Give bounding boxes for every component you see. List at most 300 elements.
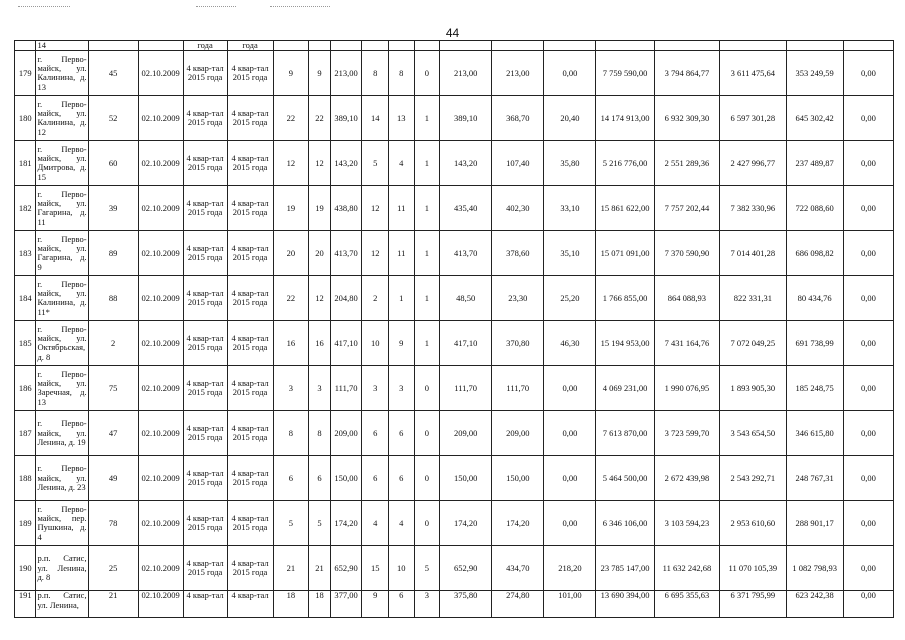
cell-value: 6 932 309,30: [654, 96, 719, 141]
cell-start-quarter: года: [183, 41, 227, 51]
cell-end-quarter: 4 квар-тал 2015 года: [227, 456, 273, 501]
cell-value: 2: [362, 276, 389, 321]
cell-value: 16: [309, 321, 330, 366]
cell-value: 111,70: [330, 366, 362, 411]
cell-value: 435,40: [440, 186, 492, 231]
table-row: [15, 96, 894, 141]
cell-value: 5: [362, 141, 389, 186]
cell-value: 20,40: [544, 96, 596, 141]
cell-value: 18: [273, 591, 309, 618]
cell-address: 14: [36, 41, 88, 51]
cell-value: 174,20: [440, 501, 492, 546]
cell-value: 174,20: [330, 501, 362, 546]
cell-date: 02.10.2009: [138, 186, 183, 231]
cell-value: 15 194 953,00: [596, 321, 654, 366]
cell-value: 22: [309, 96, 330, 141]
cell-value: 413,70: [330, 231, 362, 276]
cell-value: 21: [273, 546, 309, 591]
cell-value: 237 489,87: [786, 141, 843, 186]
cell-value: 209,00: [440, 411, 492, 456]
cell-date: 02.10.2009: [138, 96, 183, 141]
cell-empty: [544, 41, 596, 51]
cell-value: 22: [273, 96, 309, 141]
cell-address: г. Перво-майск, ул. Гагарина, д. 11: [36, 186, 88, 231]
cell-value: 417,10: [440, 321, 492, 366]
cell-value: 652,90: [330, 546, 362, 591]
cell-value: 213,00: [330, 51, 362, 96]
cell-empty: [414, 41, 440, 51]
cell-year: 2: [88, 321, 138, 366]
table-row: [15, 276, 894, 321]
cell-value: 0: [414, 456, 440, 501]
housing-program-table: [14, 40, 894, 618]
cell-value: 7 014 401,28: [720, 231, 786, 276]
cell-start-quarter: 4 квар-тал 2015 года: [183, 186, 227, 231]
cell-row-number: 184: [15, 276, 36, 321]
cell-value: 0,00: [843, 456, 893, 501]
cell-empty: [843, 41, 893, 51]
cell-year: 52: [88, 96, 138, 141]
cell-year: 60: [88, 141, 138, 186]
cell-year: 49: [88, 456, 138, 501]
cell-start-quarter: 4 квар-тал 2015 года: [183, 546, 227, 591]
cell-value: 1 766 855,00: [596, 276, 654, 321]
cell-address: г. Перво-майск, ул. Ленина, д. 23: [36, 456, 88, 501]
page-number: 44: [445, 26, 460, 40]
cell-value: 5: [309, 501, 330, 546]
cell-value: 150,00: [492, 456, 544, 501]
cell-start-quarter: 4 квар-тал 2015 года: [183, 51, 227, 96]
cell-value: 645 302,42: [786, 96, 843, 141]
scan-artifact-line: [18, 6, 70, 8]
cell-date: 02.10.2009: [138, 591, 183, 618]
cell-row-number: 185: [15, 321, 36, 366]
cell-value: 3 611 475,64: [720, 51, 786, 96]
cell-value: 11 632 242,68: [654, 546, 719, 591]
cell-empty: [309, 41, 330, 51]
cell-value: 8: [389, 51, 415, 96]
cell-value: 0,00: [843, 591, 893, 618]
cell-value: 0,00: [843, 546, 893, 591]
cell-value: 7 759 590,00: [596, 51, 654, 96]
cell-value: 11: [389, 231, 415, 276]
cell-value: 10: [389, 546, 415, 591]
cell-date: 02.10.2009: [138, 501, 183, 546]
cell-value: 5 216 776,00: [596, 141, 654, 186]
cell-value: 3: [414, 591, 440, 618]
cell-value: 8: [309, 411, 330, 456]
cell-value: 150,00: [440, 456, 492, 501]
cell-date: 02.10.2009: [138, 141, 183, 186]
cell-value: 0: [414, 501, 440, 546]
cell-year: 39: [88, 186, 138, 231]
cell-row-number: 186: [15, 366, 36, 411]
cell-end-quarter: 4 квар-тал: [227, 591, 273, 618]
cell-date: 02.10.2009: [138, 546, 183, 591]
cell-value: 1: [414, 276, 440, 321]
cell-value: 5: [414, 546, 440, 591]
cell-value: 6: [389, 456, 415, 501]
cell-end-quarter: 4 квар-тал 2015 года: [227, 546, 273, 591]
cell-value: 7 431 164,76: [654, 321, 719, 366]
cell-value: 6 695 355,63: [654, 591, 719, 618]
cell-date: 02.10.2009: [138, 321, 183, 366]
cell-value: 6: [362, 411, 389, 456]
table-row: [15, 546, 894, 591]
cell-value: 80 434,76: [786, 276, 843, 321]
cell-value: 652,90: [440, 546, 492, 591]
cell-value: 6: [309, 456, 330, 501]
cell-end-quarter: 4 квар-тал 2015 года: [227, 186, 273, 231]
cell-year: 89: [88, 231, 138, 276]
cell-date: 02.10.2009: [138, 456, 183, 501]
cell-empty: [492, 41, 544, 51]
cell-address: г. Перво-майск, ул. Калинина, д. 13: [36, 51, 88, 96]
cell-value: 353 249,59: [786, 51, 843, 96]
cell-value: 370,80: [492, 321, 544, 366]
cell-value: 2 953 610,60: [720, 501, 786, 546]
cell-value: 2 543 292,71: [720, 456, 786, 501]
cell-end-quarter: 4 квар-тал 2015 года: [227, 96, 273, 141]
cell-value: 143,20: [440, 141, 492, 186]
cell-start-quarter: 4 квар-тал: [183, 591, 227, 618]
cell-end-quarter: 4 квар-тал 2015 года: [227, 51, 273, 96]
table-row-continuation: [15, 41, 894, 51]
cell-value: 0,00: [843, 186, 893, 231]
cell-row-number: 188: [15, 456, 36, 501]
cell-value: 2 672 439,98: [654, 456, 719, 501]
cell-empty: [330, 41, 362, 51]
cell-value: 209,00: [492, 411, 544, 456]
cell-value: 864 088,93: [654, 276, 719, 321]
cell-value: 389,10: [330, 96, 362, 141]
cell-value: 0,00: [843, 501, 893, 546]
cell-value: 174,20: [492, 501, 544, 546]
cell-value: 23 785 147,00: [596, 546, 654, 591]
cell-value: 346 615,80: [786, 411, 843, 456]
cell-value: 7 072 049,25: [720, 321, 786, 366]
cell-value: 274,80: [492, 591, 544, 618]
cell-value: 288 901,17: [786, 501, 843, 546]
cell-address: г. Перво-майск, ул. Дмитрова, д. 15: [36, 141, 88, 186]
cell-value: 15 071 091,00: [596, 231, 654, 276]
cell-value: 0,00: [843, 276, 893, 321]
cell-value: 6 597 301,28: [720, 96, 786, 141]
cell-value: 23,30: [492, 276, 544, 321]
cell-value: 1: [414, 96, 440, 141]
scan-artifact-line: [196, 6, 236, 8]
cell-value: 14: [362, 96, 389, 141]
cell-value: 623 242,38: [786, 591, 843, 618]
cell-value: 691 738,99: [786, 321, 843, 366]
cell-value: 822 331,31: [720, 276, 786, 321]
cell-value: 686 098,82: [786, 231, 843, 276]
cell-address: г. Перво-майск, ул. Калинина, д. 11*: [36, 276, 88, 321]
cell-value: 213,00: [440, 51, 492, 96]
cell-start-quarter: 4 квар-тал 2015 года: [183, 366, 227, 411]
cell-value: 19: [309, 186, 330, 231]
cell-value: 0,00: [843, 411, 893, 456]
cell-value: 3 723 599,70: [654, 411, 719, 456]
cell-start-quarter: 4 квар-тал 2015 года: [183, 96, 227, 141]
cell-value: 6: [389, 591, 415, 618]
cell-value: 1: [389, 276, 415, 321]
cell-value: 722 088,60: [786, 186, 843, 231]
cell-value: 4 069 231,00: [596, 366, 654, 411]
cell-value: 101,00: [544, 591, 596, 618]
cell-address: р.п. Сатис, ул. Ленина, д. 8: [36, 546, 88, 591]
cell-value: 185 248,75: [786, 366, 843, 411]
cell-end-quarter: 4 квар-тал 2015 года: [227, 231, 273, 276]
cell-end-quarter: 4 квар-тал 2015 года: [227, 501, 273, 546]
cell-end-quarter: года: [227, 41, 273, 51]
cell-value: 3 103 594,23: [654, 501, 719, 546]
cell-value: 3: [389, 366, 415, 411]
cell-value: 248 767,31: [786, 456, 843, 501]
cell-value: 6 346 106,00: [596, 501, 654, 546]
cell-empty: [654, 41, 719, 51]
cell-value: 2 427 996,77: [720, 141, 786, 186]
cell-value: 12: [309, 141, 330, 186]
cell-value: 389,10: [440, 96, 492, 141]
cell-value: 3: [273, 366, 309, 411]
cell-value: 3: [362, 366, 389, 411]
cell-value: 33,10: [544, 186, 596, 231]
cell-value: 417,10: [330, 321, 362, 366]
cell-value: 0,00: [544, 51, 596, 96]
cell-value: 438,80: [330, 186, 362, 231]
cell-empty: [362, 41, 389, 51]
cell-value: 12: [362, 231, 389, 276]
cell-row-number: 182: [15, 186, 36, 231]
cell-empty: [596, 41, 654, 51]
cell-value: 9: [389, 321, 415, 366]
cell-value: 4: [389, 141, 415, 186]
cell-year: 47: [88, 411, 138, 456]
cell-value: 13 690 394,00: [596, 591, 654, 618]
cell-value: 1 990 076,95: [654, 366, 719, 411]
cell-value: 35,80: [544, 141, 596, 186]
cell-value: 9: [273, 51, 309, 96]
cell-empty: [786, 41, 843, 51]
cell-address: г. Перво-майск, ул. Октябрьская, д. 8: [36, 321, 88, 366]
cell-value: 15: [362, 546, 389, 591]
scan-artifact-line: [270, 6, 330, 8]
cell-value: 3 543 654,50: [720, 411, 786, 456]
cell-value: 402,30: [492, 186, 544, 231]
cell-value: 14 174 913,00: [596, 96, 654, 141]
cell-value: 6: [362, 456, 389, 501]
table-row: [15, 141, 894, 186]
cell-value: 0: [414, 411, 440, 456]
cell-start-quarter: 4 квар-тал 2015 года: [183, 141, 227, 186]
table-row: [15, 366, 894, 411]
cell-date: 02.10.2009: [138, 411, 183, 456]
cell-value: 378,60: [492, 231, 544, 276]
cell-date: 02.10.2009: [138, 51, 183, 96]
cell-address: г. Перво-майск, ул. Заречная, д. 13: [36, 366, 88, 411]
cell-empty: [440, 41, 492, 51]
cell-empty: [15, 41, 36, 51]
cell-value: 11 070 105,39: [720, 546, 786, 591]
cell-year: 21: [88, 591, 138, 618]
table-row: [15, 501, 894, 546]
cell-value: 1: [414, 321, 440, 366]
cell-address: г. Перво-майск, ул. Калинина, д. 12: [36, 96, 88, 141]
cell-value: 13: [389, 96, 415, 141]
cell-end-quarter: 4 квар-тал 2015 года: [227, 276, 273, 321]
cell-value: 0,00: [843, 51, 893, 96]
cell-value: 9: [309, 51, 330, 96]
cell-address: г. Перво-майск, ул. Гагарина, д. 9: [36, 231, 88, 276]
cell-value: 7 370 590,90: [654, 231, 719, 276]
table-row: [15, 51, 894, 96]
cell-value: 8: [362, 51, 389, 96]
cell-value: 16: [273, 321, 309, 366]
cell-value: 12: [273, 141, 309, 186]
cell-end-quarter: 4 квар-тал 2015 года: [227, 366, 273, 411]
cell-address: г. Перво-майск, пер. Пушкина, д. 4: [36, 501, 88, 546]
cell-value: 19: [273, 186, 309, 231]
cell-value: 25,20: [544, 276, 596, 321]
cell-value: 22: [273, 276, 309, 321]
cell-start-quarter: 4 квар-тал 2015 года: [183, 456, 227, 501]
cell-address: р.п. Сатис, ул. Ленина,: [36, 591, 88, 618]
cell-value: 0,00: [544, 366, 596, 411]
cell-value: 1: [414, 231, 440, 276]
cell-value: 143,20: [330, 141, 362, 186]
cell-value: 377,00: [330, 591, 362, 618]
cell-value: 218,20: [544, 546, 596, 591]
cell-year: 75: [88, 366, 138, 411]
cell-value: 0,00: [843, 321, 893, 366]
table-row: [15, 231, 894, 276]
cell-value: 0,00: [843, 231, 893, 276]
cell-empty: [273, 41, 309, 51]
cell-value: 0: [414, 51, 440, 96]
cell-value: 0,00: [544, 501, 596, 546]
table-row: [15, 411, 894, 456]
cell-year: 45: [88, 51, 138, 96]
cell-end-quarter: 4 квар-тал 2015 года: [227, 141, 273, 186]
cell-value: 0: [414, 366, 440, 411]
cell-value: 3 794 864,77: [654, 51, 719, 96]
cell-value: 0,00: [843, 141, 893, 186]
table-row: [15, 321, 894, 366]
cell-value: 11: [389, 186, 415, 231]
cell-end-quarter: 4 квар-тал 2015 года: [227, 411, 273, 456]
cell-value: 8: [273, 411, 309, 456]
cell-start-quarter: 4 квар-тал 2015 года: [183, 321, 227, 366]
cell-empty: [389, 41, 415, 51]
cell-date: 02.10.2009: [138, 276, 183, 321]
cell-row-number: 189: [15, 501, 36, 546]
cell-row-number: 191: [15, 591, 36, 618]
cell-value: 3: [309, 366, 330, 411]
cell-value: 12: [309, 276, 330, 321]
cell-year: 25: [88, 546, 138, 591]
cell-value: 7 382 330,96: [720, 186, 786, 231]
cell-value: 368,70: [492, 96, 544, 141]
cell-empty: [88, 41, 138, 51]
cell-value: 213,00: [492, 51, 544, 96]
cell-value: 21: [309, 546, 330, 591]
cell-value: 9: [362, 591, 389, 618]
cell-row-number: 183: [15, 231, 36, 276]
cell-date: 02.10.2009: [138, 366, 183, 411]
cell-value: 5: [273, 501, 309, 546]
cell-value: 209,00: [330, 411, 362, 456]
cell-start-quarter: 4 квар-тал 2015 года: [183, 276, 227, 321]
cell-empty: [138, 41, 183, 51]
cell-empty: [720, 41, 786, 51]
cell-value: 150,00: [330, 456, 362, 501]
table-row: [15, 186, 894, 231]
cell-value: 6: [389, 411, 415, 456]
cell-value: 0,00: [544, 456, 596, 501]
cell-row-number: 187: [15, 411, 36, 456]
cell-value: 35,10: [544, 231, 596, 276]
cell-value: 1 893 905,30: [720, 366, 786, 411]
cell-value: 6 371 795,99: [720, 591, 786, 618]
cell-row-number: 179: [15, 51, 36, 96]
cell-value: 1: [414, 186, 440, 231]
cell-value: 7 613 870,00: [596, 411, 654, 456]
cell-value: 204,80: [330, 276, 362, 321]
cell-row-number: 181: [15, 141, 36, 186]
cell-value: 4: [389, 501, 415, 546]
table-row: [15, 591, 894, 618]
cell-start-quarter: 4 квар-тал 2015 года: [183, 501, 227, 546]
cell-value: 1 082 798,93: [786, 546, 843, 591]
cell-value: 18: [309, 591, 330, 618]
cell-value: 0,00: [544, 411, 596, 456]
cell-start-quarter: 4 квар-тал 2015 года: [183, 411, 227, 456]
cell-value: 46,30: [544, 321, 596, 366]
cell-value: 10: [362, 321, 389, 366]
cell-value: 5 464 500,00: [596, 456, 654, 501]
cell-value: 0,00: [843, 366, 893, 411]
cell-year: 88: [88, 276, 138, 321]
cell-value: 20: [273, 231, 309, 276]
cell-year: 78: [88, 501, 138, 546]
cell-value: 6: [273, 456, 309, 501]
cell-value: 7 757 202,44: [654, 186, 719, 231]
cell-value: 107,40: [492, 141, 544, 186]
cell-value: 2 551 289,36: [654, 141, 719, 186]
cell-value: 20: [309, 231, 330, 276]
cell-value: 413,70: [440, 231, 492, 276]
cell-value: 111,70: [492, 366, 544, 411]
cell-value: 434,70: [492, 546, 544, 591]
cell-row-number: 190: [15, 546, 36, 591]
cell-address: г. Перво-майск, ул. Ленина, д. 19: [36, 411, 88, 456]
cell-value: 4: [362, 501, 389, 546]
cell-value: 1: [414, 141, 440, 186]
cell-value: 48,50: [440, 276, 492, 321]
cell-value: 111,70: [440, 366, 492, 411]
cell-end-quarter: 4 квар-тал 2015 года: [227, 321, 273, 366]
cell-value: 15 861 622,00: [596, 186, 654, 231]
cell-start-quarter: 4 квар-тал 2015 года: [183, 231, 227, 276]
cell-date: 02.10.2009: [138, 231, 183, 276]
cell-value: 375,80: [440, 591, 492, 618]
table-row: [15, 456, 894, 501]
cell-row-number: 180: [15, 96, 36, 141]
table-body: [15, 41, 894, 618]
cell-value: 12: [362, 186, 389, 231]
cell-value: 0,00: [843, 96, 893, 141]
